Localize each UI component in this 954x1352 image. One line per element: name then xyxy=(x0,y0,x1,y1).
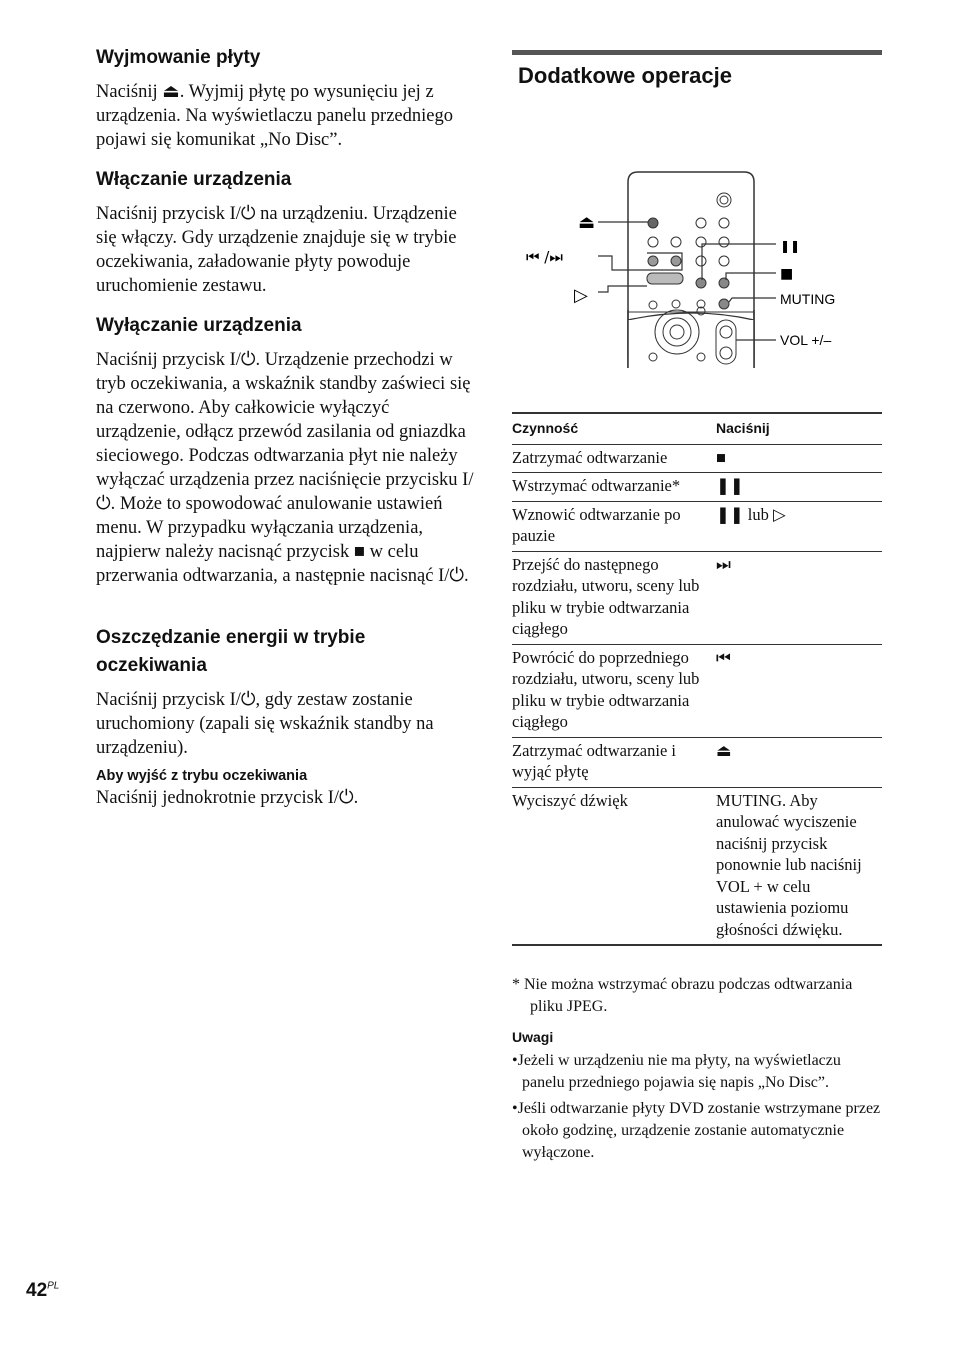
table-cell-action: Wyciszyć dźwięk xyxy=(512,787,716,945)
section-text-power-on: Naciśnij przycisk I/⏻ na urządzeniu. Urządzenie się włączy. Gdy urządzenie znajduje się w trybie oczekiwania, załadowanie płyty powoduje uruchomienie zestawu. xyxy=(96,204,457,296)
table-cell-action: Zatrzymać odtwarzanie xyxy=(512,444,716,473)
remote-label-prev-next: ⏮ /⏭ xyxy=(526,248,563,266)
table-cell-press: ❚❚ xyxy=(716,473,882,502)
section-title-standby: Oszczędzanie energii w trybie oczekiwania xyxy=(96,627,366,676)
table-header-press: Naciśnij xyxy=(716,413,882,444)
section-text-standby: Naciśnij przycisk I/⏻, gdy zestaw zostanie uruchomiony (zapali się wskaźnik standby na urządzeniu). xyxy=(96,690,434,758)
table-cell-action: Wznowić odtwarzanie po pauzie xyxy=(512,501,716,551)
section-title-additional-operations: Dodatkowe operacje xyxy=(512,50,882,89)
footnote: * Nie można wstrzymać obrazu podczas odtwarzania pliku JPEG. xyxy=(512,976,853,1015)
remote-label-muting: MUTING xyxy=(780,291,836,307)
table-header-action: Czynność xyxy=(512,413,716,444)
remote-label-pause: ❚❚ xyxy=(780,239,801,253)
operations-table xyxy=(512,412,882,946)
remote-label-vol: VOL +/– xyxy=(780,332,832,348)
remote-label-stop: ■ xyxy=(780,266,794,282)
table-cell-action: Wstrzymać odtwarzanie* xyxy=(512,473,716,502)
table-row xyxy=(512,737,882,787)
table-cell-press: MUTING. Aby anulować wyciszenie naciśnij przycisk ponownie lub naciśnij VOL + w celu ustawienia poziomu głośności dźwięku. xyxy=(716,787,882,945)
remote-control-illustration xyxy=(512,110,882,370)
section-title-power-off: Wyłączanie urządzenia xyxy=(96,315,302,336)
table-cell-action: Powrócić do poprzedniego rozdziału, utworu, sceny lub pliku w trybie odtwarzania ciągłego xyxy=(512,644,716,737)
section-title-eject: Wyjmowanie płyty xyxy=(96,47,261,68)
table-cell-press: ⏏ xyxy=(716,737,882,787)
table-cell-press: ⏭ xyxy=(716,551,882,644)
table-row xyxy=(512,473,882,502)
table-row xyxy=(512,444,882,473)
page-number-suffix: PL xyxy=(47,1280,60,1292)
remote-label-eject: ⏏ xyxy=(578,212,596,233)
section-text-eject: Naciśnij ⏏. Wyjmij płytę po wysunięciu jej z urządzenia. Na wyświetlaczu panelu przedniego pojawi się komunikat „No Disc”. xyxy=(96,82,453,150)
table-cell-action: Zatrzymać odtwarzanie i wyjąć płytę xyxy=(512,737,716,787)
table-cell-press: ⏮ xyxy=(716,644,882,737)
table-cell-press: ❚❚ lub ▷ xyxy=(716,501,882,551)
table-row xyxy=(512,551,882,644)
page-number xyxy=(26,1280,59,1302)
left-column xyxy=(96,44,476,824)
notes-block xyxy=(512,974,882,1168)
section-text-power-off: Naciśnij przycisk I/⏻. Urządzenie przechodzi w tryb oczekiwania, a wskaźnik standby zaświeci się na czerwono. Aby całkowicie wyłączyć urządzenie, odłącz przewód zasilania od gniazdka sieciowego. Podczas odtwarzania płyt nie należy wyłączać urządzenia przez naciśnięcie przycisku I/⏻. Może to spowodować anulowanie ustawień menu. W przypadku wyłączania urządzenia, najpierw należy nacisnąć przycisk ■ w celu przerwania odtwarzania, a następnie nacisnąć I/⏻. xyxy=(96,350,474,586)
table-header-row xyxy=(512,413,882,444)
note-item: •Jeśli odtwarzanie płyty DVD zostanie wstrzymane przez około godzinę, urządzenie zostanie automatycznie wyłączone. xyxy=(512,1100,881,1161)
table-row xyxy=(512,787,882,945)
subsection-title-exit-standby: Aby wyjść z trybu oczekiwania xyxy=(96,768,308,784)
subsection-text-exit-standby: Naciśnij jednokrotnie przycisk I/⏻. xyxy=(96,788,359,808)
notes-title: Uwagi xyxy=(512,1029,554,1045)
page-number-value: 42 xyxy=(26,1280,48,1301)
table-row xyxy=(512,644,882,737)
note-item: •Jeżeli w urządzeniu nie ma płyty, na wyświetlaczu panelu przedniego pojawia się napis „No Disc”. xyxy=(512,1052,841,1091)
table-cell-action: Przejść do następnego rozdziału, utworu, sceny lub pliku w trybie odtwarzania ciągłego xyxy=(512,551,716,644)
table-cell-press: ■ xyxy=(716,444,882,473)
remote-label-play: ▷ xyxy=(574,285,588,306)
table-row xyxy=(512,501,882,551)
section-title-power-on: Włączanie urządzenia xyxy=(96,169,292,190)
right-column xyxy=(512,50,882,1161)
